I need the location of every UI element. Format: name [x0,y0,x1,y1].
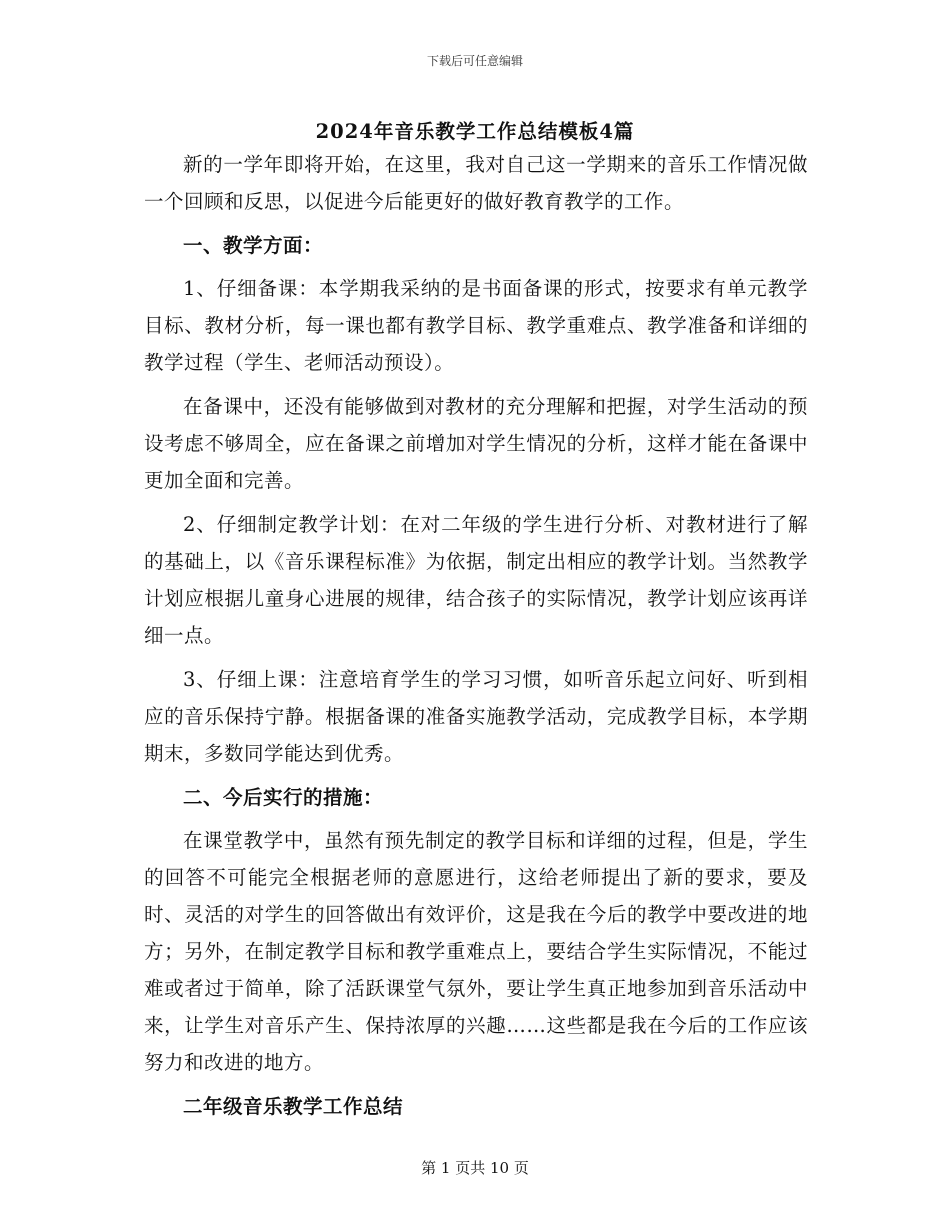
paragraph-prep-reflection: 在备课中，还没有能够做到对教材的充分理解和把握，对学生活动的预设考虑不够周全，应在备课之前增加对学生情况的分析，这样才能在备课中更加全面和完善。 [144,395,808,492]
next-section-heading: 二年级音乐教学工作总结 [183,1095,404,1118]
paragraph-class-teaching: 3、仔细上课：注意培育学生的学习习惯，如听音乐起立问好、听到相应的音乐保持宁静。根据备课的准备实施教学活动，完成教学目标，本学期期末，多数同学能达到优秀。 [144,668,808,765]
document-body [144,146,808,1131]
document-title: 2024年音乐教学工作总结模板4篇 [315,120,635,143]
header-note: 下载后可任意编辑 [426,54,523,68]
page-footer: 第 1 页共 10 页 [421,1159,529,1177]
section-heading-measures: 二、今后实行的措施： [183,786,384,809]
paragraph-teaching-plan: 2、仔细制定教学计划：在对二年级的学生进行分析、对教材进行了解的基础上，以《音乐课程标准》为依据，制定出相应的教学计划。当然教学计划应根据儿童身心进展的规律，结合孩子的实际情况，教学计划应该再详细一点。 [144,513,808,647]
section-heading-teaching: 一、教学方面： [183,234,324,257]
paragraph-lesson-prep: 1、仔细备课：本学期我采纳的是书面备课的形式，按要求有单元教学目标、教材分析，每一课也都有教学目标、教学重难点、教学准备和详细的教学过程（学生、老师活动预设）。 [144,277,808,374]
intro-paragraph: 新的一学年即将开始，在这里，我对自己这一学期来的音乐工作情况做一个回顾和反思，以促进今后能更好的做好教育教学的工作。 [144,153,808,213]
paragraph-measures: 在课堂教学中，虽然有预先制定的教学目标和详细的过程，但是，学生的回答不可能完全根据老师的意愿进行，这给老师提出了新的要求，要及时、灵活的对学生的回答做出有效评价，这是我在今后的教学中要改进的地方；另外，在制定教学目标和教学重难点上，要结合学生实际情况，不能过难或者过于简单，除了活跃课堂气氛外，要让学生真正地参加到音乐活动中来，让学生对音乐产生、保持浓厚的兴趣……这些都是我在今后的工作应该努力和改进的地方。 [144,829,808,1074]
